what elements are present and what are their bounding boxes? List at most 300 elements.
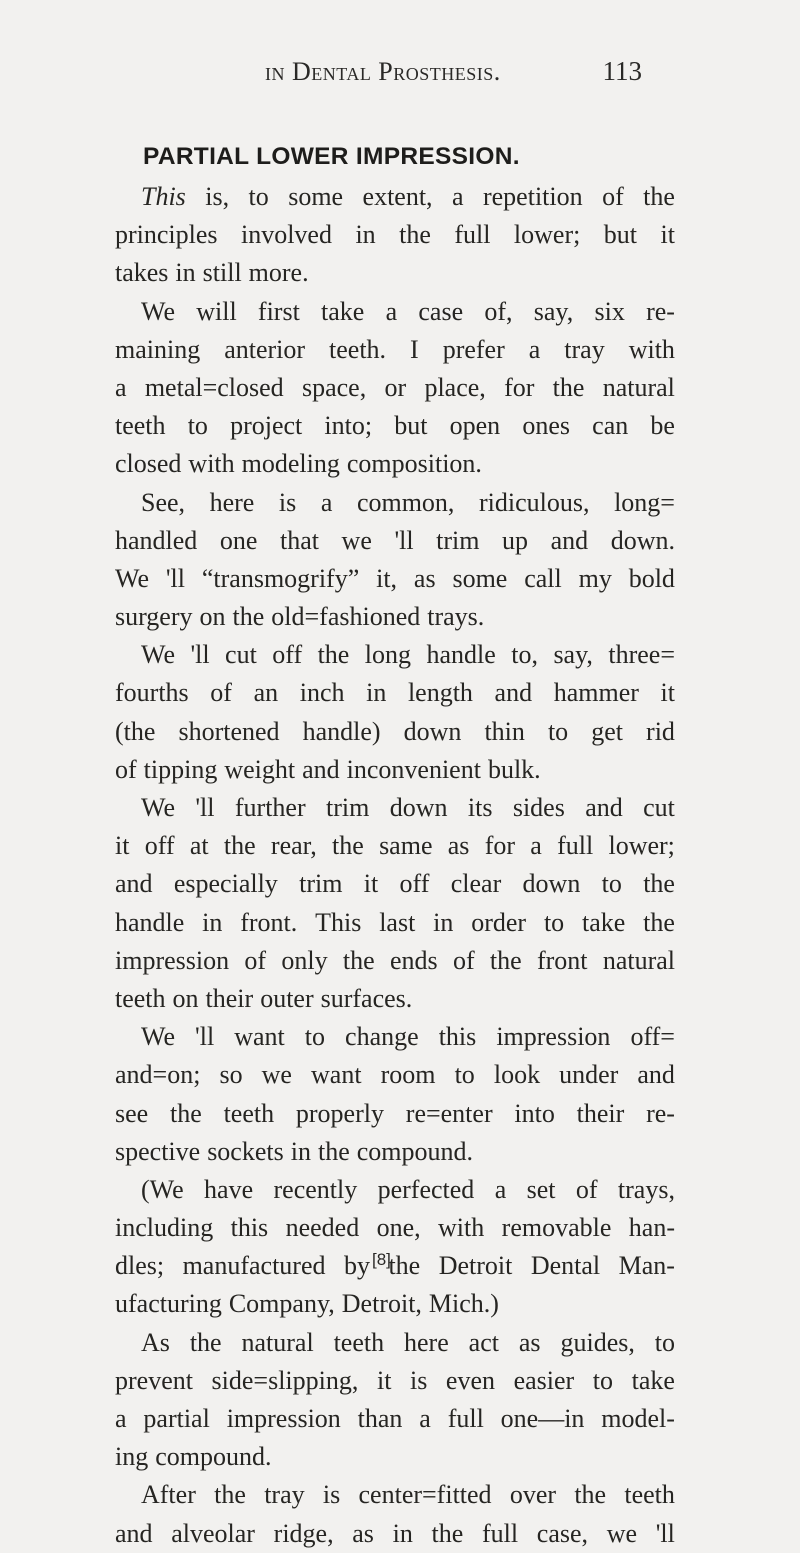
text-line [115, 1056, 675, 1094]
word: into [514, 1098, 555, 1128]
word: last [379, 907, 416, 937]
word: cut [225, 640, 257, 670]
word: ends [389, 945, 438, 975]
word: trim [436, 525, 480, 555]
word: As [141, 1327, 170, 1357]
word: we [606, 1518, 638, 1548]
word: teeth [624, 1480, 675, 1510]
word: sides [512, 793, 565, 822]
word: We [141, 640, 175, 670]
text-line [115, 293, 675, 331]
word: the [214, 1480, 246, 1510]
text-line [115, 1476, 675, 1514]
word: the [189, 1327, 222, 1357]
word: it, [376, 563, 398, 593]
word: 'll [195, 793, 215, 822]
word: for [504, 372, 535, 402]
word: and [115, 869, 153, 899]
word: shortened [178, 716, 280, 746]
word: takes [115, 258, 169, 288]
word: its [467, 793, 493, 822]
text-line [115, 980, 675, 1018]
word: we [341, 525, 372, 555]
word: of [575, 1174, 598, 1204]
word: compound. [155, 1442, 272, 1472]
word: a [419, 1404, 431, 1433]
text-line [115, 1133, 675, 1171]
word: even [445, 1365, 496, 1395]
word: and [637, 1060, 675, 1090]
word: the [574, 1480, 607, 1510]
word: compound. [356, 1136, 473, 1166]
word: sockets [207, 1136, 284, 1166]
word: as [413, 563, 436, 593]
text-line [115, 1324, 675, 1362]
word: natural [241, 1327, 314, 1357]
word: manufactured [182, 1251, 326, 1281]
word: the [431, 1518, 464, 1548]
word: over [509, 1480, 557, 1510]
word: off= [630, 1022, 675, 1052]
word: ridge, [273, 1518, 334, 1548]
word: length [407, 678, 473, 708]
word: or [384, 372, 407, 402]
word: teeth [223, 1098, 275, 1128]
word: some [288, 182, 344, 211]
text-line [115, 1171, 675, 1209]
word: of [452, 945, 475, 975]
word: look [493, 1060, 541, 1090]
word: than [357, 1404, 403, 1433]
word: with [628, 334, 675, 364]
word: of [602, 182, 624, 211]
word: see [115, 1098, 149, 1128]
word: take [321, 296, 365, 326]
word: their [205, 983, 254, 1013]
text-line [115, 674, 675, 712]
word: impression [115, 945, 230, 975]
word: recently [273, 1174, 358, 1204]
word: full [482, 1518, 519, 1548]
word: handle) [302, 716, 381, 746]
word: to [601, 869, 622, 899]
word: their [576, 1098, 625, 1128]
word: the [643, 907, 675, 937]
section-heading: PARTIAL LOWER IMPRESSION. [143, 143, 520, 170]
word: spective [115, 1136, 201, 1166]
word: case, [536, 1518, 589, 1548]
word: down [522, 869, 581, 899]
word: “transmogrify” [201, 563, 360, 593]
word: tipping [143, 754, 218, 784]
word: trim [326, 793, 370, 822]
word: including [115, 1213, 214, 1243]
word: the [489, 945, 522, 975]
word: as [352, 1518, 374, 1548]
text-line [115, 1209, 675, 1247]
text-line [115, 331, 675, 369]
word: it [660, 678, 675, 708]
word: especially [173, 869, 278, 899]
word: the [388, 1251, 421, 1281]
word: and [115, 1518, 153, 1548]
word: a [385, 296, 398, 326]
word: can [592, 411, 629, 441]
word: We [141, 296, 175, 326]
word: a [115, 372, 127, 402]
word: alveolar [171, 1518, 255, 1548]
word: front [536, 945, 588, 975]
word: set [526, 1174, 556, 1204]
word: to [654, 1327, 675, 1357]
word: take [631, 1365, 675, 1395]
word: partial [143, 1404, 210, 1433]
word: room [380, 1060, 436, 1090]
word: This [315, 907, 362, 937]
word: I [410, 334, 419, 364]
word: the [170, 1098, 202, 1128]
word: one [219, 525, 258, 555]
word: will [196, 296, 237, 326]
word: first [257, 296, 300, 326]
word: re=enter [405, 1098, 493, 1128]
word: the [317, 640, 350, 670]
word: clear [450, 869, 502, 899]
word: full [447, 1404, 484, 1433]
page-number: 113 [602, 56, 642, 86]
word: want [311, 1060, 362, 1090]
word: impression [496, 1022, 611, 1052]
word: surfaces. [320, 983, 413, 1013]
word: natural [602, 945, 675, 975]
word: be [650, 411, 675, 441]
running-head [265, 56, 642, 92]
word: extent, [362, 182, 433, 211]
word: take [582, 907, 626, 937]
word: bold [628, 563, 675, 593]
word: off [272, 640, 303, 670]
word: 'll [190, 640, 210, 670]
word: Detroit, [341, 1289, 422, 1319]
word: this [230, 1213, 269, 1243]
word: change [345, 1022, 419, 1052]
word: to [454, 1060, 475, 1090]
text-line [115, 254, 675, 292]
word: of, [484, 296, 513, 326]
word: here [404, 1327, 449, 1357]
text-line [115, 1285, 675, 1323]
word: easier [513, 1365, 575, 1395]
word: dles; [115, 1251, 165, 1281]
word: to [248, 182, 269, 211]
word: in [175, 258, 196, 288]
word: surgery [115, 602, 193, 632]
word: by [343, 1251, 370, 1281]
word: metal=closed [144, 372, 284, 402]
word: act [468, 1327, 499, 1357]
word: maining [115, 334, 201, 364]
word: we [261, 1060, 292, 1090]
word: thin [484, 716, 525, 746]
word: have [204, 1174, 254, 1204]
word: handle [115, 907, 185, 937]
word: tray [564, 334, 605, 364]
word: inch [299, 678, 345, 708]
word: re- [646, 1098, 675, 1128]
word: my [578, 563, 612, 593]
text-line [115, 827, 675, 865]
word: ridiculous, [479, 487, 590, 517]
text-line [115, 1362, 675, 1400]
word: place, [424, 372, 486, 402]
word: See, [141, 487, 186, 517]
word: anterior [224, 334, 306, 364]
word: teeth [333, 1327, 385, 1357]
word: Man- [618, 1251, 675, 1281]
word: space, [301, 372, 367, 402]
text-line [115, 1515, 675, 1553]
word: more. [248, 258, 309, 288]
word: to [543, 907, 565, 937]
word: only [281, 945, 328, 975]
text-line [115, 522, 675, 560]
word: three= [608, 640, 675, 670]
word: this [438, 1022, 477, 1052]
text-line [115, 713, 675, 751]
word: a [528, 334, 541, 364]
word: trim [299, 869, 343, 899]
word: This [141, 182, 186, 211]
word: a [452, 182, 464, 211]
text-line [115, 1018, 675, 1056]
word: lower; [608, 831, 675, 861]
word: in [433, 907, 454, 937]
text-line [115, 942, 675, 980]
text-line [115, 751, 675, 789]
text-line [115, 865, 675, 903]
word: but [603, 220, 638, 250]
word: a [494, 1174, 507, 1204]
word: in [202, 907, 223, 937]
word: up [502, 525, 529, 555]
word: some [452, 563, 508, 593]
word: Dental [530, 1251, 601, 1281]
word: but [394, 411, 428, 441]
word: open [449, 411, 501, 441]
text-line [115, 560, 675, 598]
word: teeth [115, 983, 166, 1013]
word: get [591, 716, 623, 746]
word: in [290, 1136, 311, 1166]
word: properly [295, 1098, 384, 1128]
word: the [232, 602, 265, 632]
word: order [471, 907, 527, 937]
word: want [234, 1022, 285, 1052]
word: handled [115, 525, 198, 555]
word: bulk. [487, 754, 541, 784]
word: the [342, 945, 375, 975]
word: under [559, 1060, 619, 1090]
word: rear, [270, 831, 317, 861]
word: ing [115, 1442, 149, 1472]
text-line [115, 598, 675, 636]
word: long [364, 640, 412, 670]
word: composition. [346, 449, 482, 479]
word: ufacturing [115, 1289, 222, 1319]
word: ones [522, 411, 571, 441]
word: cut [643, 793, 675, 822]
word: teeth [115, 411, 166, 441]
word: it [363, 869, 379, 899]
text-line [115, 636, 675, 674]
word: of [244, 945, 267, 975]
text-line [115, 1095, 675, 1133]
word: to, [511, 640, 538, 670]
word: with [438, 1213, 485, 1243]
word: is [278, 487, 297, 517]
word: one—in [500, 1404, 585, 1433]
word: weight [224, 754, 296, 784]
word: as [447, 831, 470, 861]
text-line [115, 484, 675, 522]
word: of [210, 678, 232, 708]
word: down. [610, 525, 675, 555]
word: in [366, 678, 387, 708]
word: rid [646, 716, 675, 746]
word: the [317, 1136, 350, 1166]
word: 'll [165, 563, 185, 593]
word: the [332, 831, 364, 861]
word: so [219, 1060, 243, 1090]
word: one, [376, 1213, 421, 1243]
word: the [399, 220, 431, 250]
text-line [115, 178, 675, 216]
word: outer [260, 983, 314, 1013]
word: is, [205, 182, 230, 211]
word: inconvenient [346, 754, 481, 784]
word: han- [628, 1213, 675, 1243]
word: in [355, 220, 376, 250]
text-line [115, 1438, 675, 1476]
word: impression [226, 1404, 341, 1433]
word: on [172, 983, 199, 1013]
word: in [392, 1518, 413, 1548]
word: into; [324, 411, 373, 441]
word: it [115, 831, 130, 861]
word: and [302, 754, 340, 784]
word: and [494, 678, 533, 708]
word: After [141, 1480, 196, 1510]
word: case [418, 296, 464, 326]
word: still [202, 258, 242, 288]
word: old=fashioned [271, 602, 421, 632]
word: to [187, 411, 208, 441]
word: principles [115, 220, 218, 250]
word: it [376, 1365, 392, 1395]
running-head-title: in Dental Prosthesis. [265, 57, 501, 86]
word: 'll [195, 1022, 215, 1052]
word: We [141, 1022, 175, 1052]
word: same [379, 831, 433, 861]
word: Mich.) [428, 1289, 499, 1319]
word: full [454, 220, 491, 250]
text-line [115, 1400, 675, 1438]
word: teeth. [329, 334, 387, 364]
word: an [253, 678, 279, 708]
word: to [592, 1365, 614, 1395]
word: say, [533, 296, 574, 326]
word: (We [141, 1174, 184, 1204]
signature-mark: [8] [372, 1250, 391, 1269]
word: down [389, 793, 448, 822]
word: (the [115, 716, 156, 746]
word: re- [646, 296, 675, 326]
word: at [189, 831, 209, 861]
word: is [410, 1365, 428, 1395]
word: a [115, 1404, 127, 1433]
word: perfected [377, 1174, 475, 1204]
word: closed [115, 449, 182, 479]
word: side=slipping, [211, 1365, 359, 1395]
word: off [399, 869, 430, 899]
word: for [484, 831, 516, 861]
word: We [141, 793, 175, 822]
word: center=fitted [358, 1480, 492, 1510]
word: a [530, 831, 542, 861]
word: involved [240, 220, 332, 250]
word: with [188, 449, 235, 479]
word: down [403, 716, 462, 746]
word: as [518, 1327, 541, 1357]
word: lower; [513, 220, 581, 250]
word: the [552, 372, 585, 402]
word: full [557, 831, 594, 861]
word: and=on; [115, 1060, 201, 1090]
word: here [209, 487, 255, 517]
text-line [115, 369, 675, 407]
word: guides, [560, 1327, 635, 1357]
word: needed [285, 1213, 360, 1243]
word: trays. [427, 602, 485, 632]
text-line [115, 789, 675, 827]
word: Detroit [438, 1251, 513, 1281]
word: further [234, 793, 306, 822]
word: removable [501, 1213, 612, 1243]
text-line [115, 216, 675, 254]
word: tray [264, 1480, 305, 1510]
word: to [304, 1022, 326, 1052]
text-line [115, 1247, 675, 1285]
word: the [643, 182, 675, 211]
text-line [115, 904, 675, 942]
word: the [223, 831, 256, 861]
body-text [115, 178, 675, 1553]
word: model- [601, 1404, 675, 1433]
word: repetition [482, 182, 583, 211]
word: call [524, 563, 562, 593]
word: say, [553, 640, 593, 670]
text-line [115, 445, 675, 483]
word: that [279, 525, 319, 555]
word: a [320, 487, 333, 517]
word: project [230, 411, 303, 441]
word: hammer [553, 678, 639, 708]
word: off [144, 831, 175, 861]
text-line [115, 407, 675, 445]
word: fourths [115, 678, 189, 708]
word: Company, [228, 1289, 335, 1319]
word: prefer [442, 334, 505, 364]
